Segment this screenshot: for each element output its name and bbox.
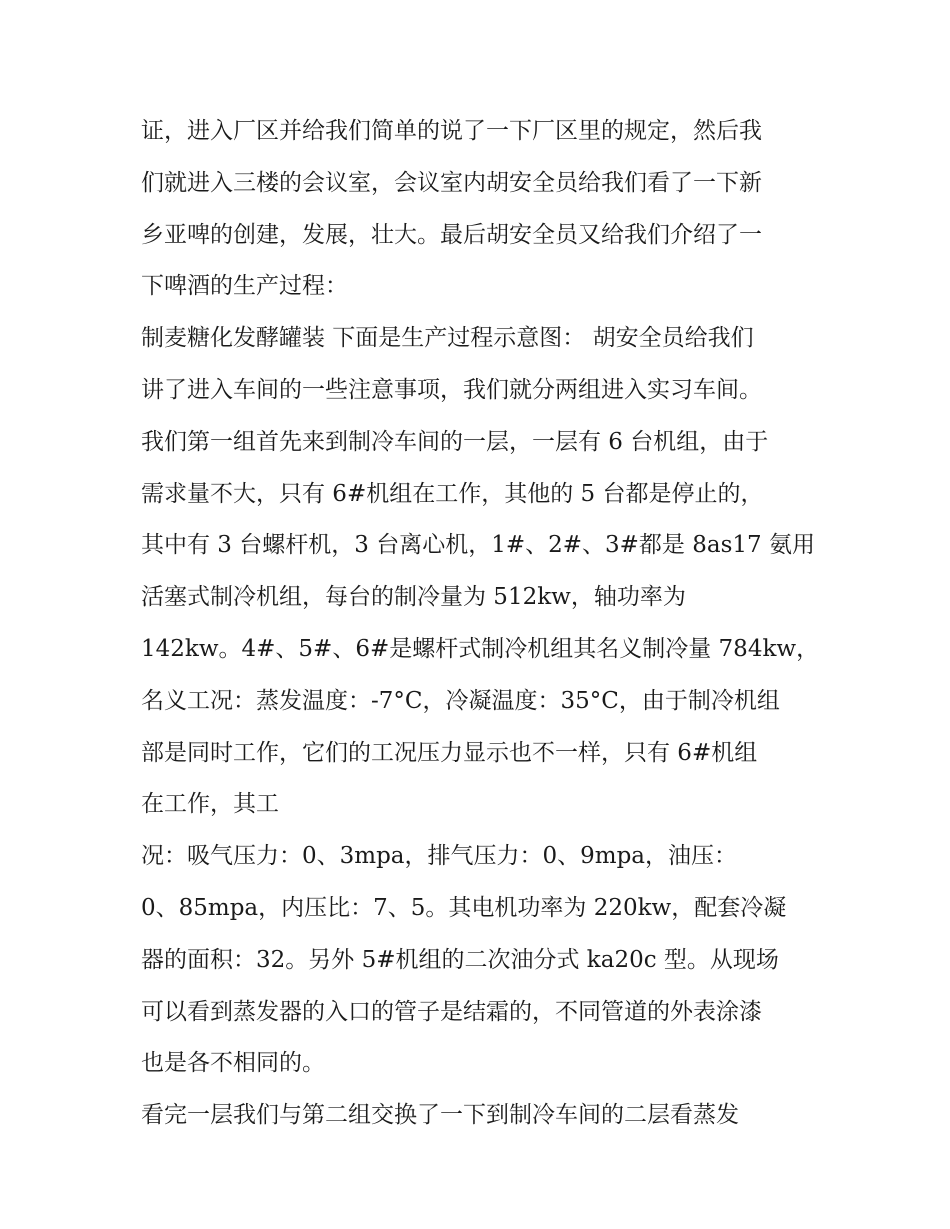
text-line: 下啤酒的生产过程： — [141, 273, 348, 300]
text-line: 0、85mpa，内压比：7、5。其电机功率为 220kw，配套冷凝 — [141, 894, 787, 921]
text-line: 证，进入厂区并给我们简单的说了一下厂区里的规定，然后我 — [141, 118, 762, 144]
text-line: 乡亚啤的创建，发展，壮大。最后胡安全员又给我们介绍了一 — [141, 221, 762, 248]
text-line: 在工作，其工 — [141, 791, 279, 818]
text-line: 名义工况：蒸发温度：-7°C，冷凝温度：35°C，由于制冷机组 — [141, 687, 780, 714]
text-line: 也是各不相同的。 — [141, 1050, 325, 1077]
text-line: 可以看到蒸发器的入口的管子是结霜的，不同管道的外表涂漆 — [141, 998, 762, 1025]
text-line: 部是同时工作，它们的工况压力显示也不一样，只有 6#机组 — [141, 739, 758, 766]
text-line: 活塞式制冷机组，每台的制冷量为 512kw，轴功率为 — [141, 584, 686, 611]
text-line: 况：吸气压力：0、3mpa，排气压力：0、9mpa，油压： — [141, 843, 738, 870]
text-line: 需求量不大，只有 6#机组在工作，其他的 5 台都是停止的， — [141, 480, 764, 507]
text-line: 我们第一组首先来到制冷车间的一层，一层有 6 台机组，由于 — [141, 428, 769, 455]
text-line: 看完一层我们与第二组交换了一下到制冷车间的二层看蒸发 — [141, 1102, 739, 1129]
text-line: 器的面积：32。另外 5#机组的二次油分式 ka20c 型。从现场 — [141, 946, 779, 973]
text-line: 们就进入三楼的会议室，会议室内胡安全员给我们看了一下新 — [141, 169, 762, 196]
text-line: 制麦糖化发酵罐装 下面是生产过程示意图： 胡安全员给我们 — [141, 325, 754, 352]
text-line: 142kw。4#、5#、6#是螺杆式制冷机组其名义制冷量 784kw， — [141, 635, 820, 662]
text-line: 讲了进入车间的一些注意事项，我们就分两组进入实习车间。 — [141, 376, 762, 403]
text-line: 其中有 3 台螺杆机，3 台离心机，1#、2#、3#都是 8as17 氨用 — [141, 532, 815, 559]
body-text — [141, 106, 821, 1142]
